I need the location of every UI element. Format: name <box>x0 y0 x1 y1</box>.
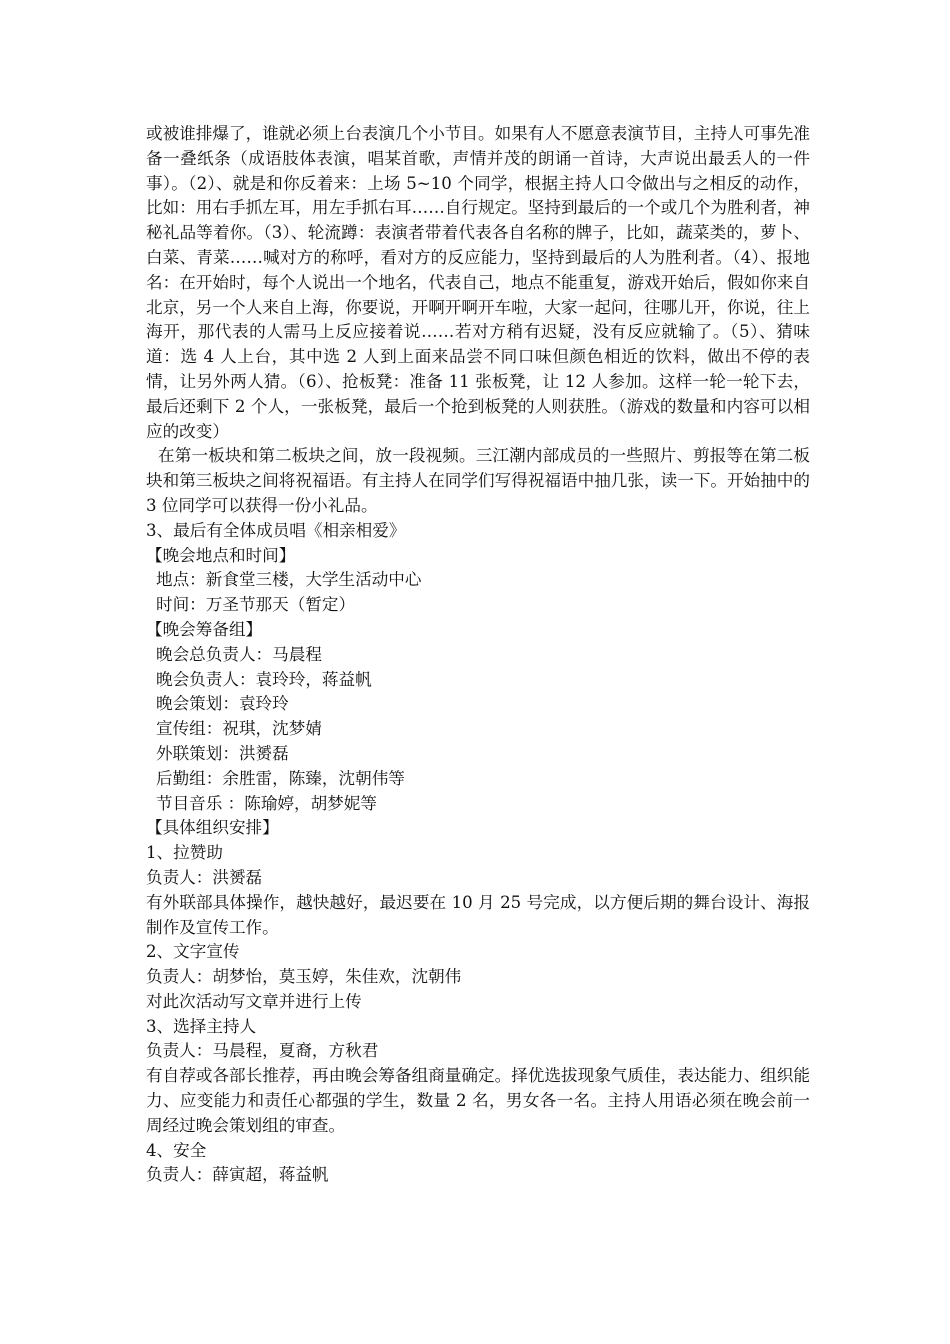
venue-heading: 【晚会地点和时间】 <box>146 545 296 565</box>
arrangement-heading: 【具体组织安排】 <box>146 818 279 838</box>
arrangement-item-desc: 有自荐或各部长推荐，再由晚会筹备组商量确定。择优选拔现象气质佳，表达能力、组织能力、应变能力和责任心都强的学生，数量 2 名，男女各一名。主持人用语必须在晚会前一周经过晚会策划组的审查。 <box>146 1066 810 1135</box>
video-paragraph: 在第一板块和第二板块之间，放一段视频。三江潮内部成员的一些照片、剪报等在第二板块和第三板块之间将祝福语。有主持人在同学们写得祝福语中抽几张，读一下。开始抽中的 3 位同学可以获得一份小礼品。 <box>146 446 810 515</box>
arrangement-item-owner: 负责人：马晨程，夏裔，方秋君 <box>146 1041 379 1061</box>
arrangement-item-desc: 对此次活动写文章并进行上传 <box>146 991 362 1011</box>
arrangement-item-title: 1、拉赞助 <box>146 843 223 863</box>
venue-place: 地点：新食堂三楼，大学生活动中心 <box>156 570 422 590</box>
arrangement-item-title: 2、文字宣传 <box>146 942 240 962</box>
arrangement-item-desc: 有外联部具体操作，越快越好，最迟要在 10 月 25 号完成，以方便后期的舞台设计、海报制作及宣传工作。 <box>146 892 810 937</box>
arrangement-item-owner: 负责人：洪赟磊 <box>146 867 263 887</box>
committee-heading: 【晚会筹备组】 <box>146 619 263 639</box>
committee-member: 后勤组：余胜雷，陈臻，沈朝伟等 <box>156 768 405 788</box>
arrangement-item-owner: 负责人：胡梦怡，莫玉婷，朱佳欢，沈朝伟 <box>146 967 462 987</box>
committee-member: 晚会负责人：袁玲玲，蒋益帆 <box>156 669 372 689</box>
committee-member: 晚会总负责人：马晨程 <box>156 644 322 664</box>
venue-time: 时间：万圣节那天（暂定） <box>156 595 356 615</box>
document-page <box>146 122 810 1188</box>
committee-member: 宣传组：祝琪，沈梦婧 <box>156 719 322 739</box>
committee-member: 晚会策划：袁玲玲 <box>156 694 289 714</box>
committee-member: 节目音乐 ：陈瑜婷，胡梦妮等 <box>156 793 377 813</box>
finale-line: 3、最后有全体成员唱《相亲相爱》 <box>146 520 406 540</box>
arrangement-item-owner: 负责人：薛寅超，蒋益帆 <box>146 1165 329 1185</box>
committee-member: 外联策划：洪赟磊 <box>156 743 289 763</box>
arrangement-item-title: 4、安全 <box>146 1140 207 1160</box>
arrangement-item-title: 3、选择主持人 <box>146 1016 257 1036</box>
games-paragraph: 或被谁排爆了，谁就必须上台表演几个小节目。如果有人不愿意表演节目，主持人可事先准备一叠纸条（成语肢体表演，唱某首歌，声情并茂的朗诵一首诗，大声说出最丢人的一件事）。（2）、就是和你反着来：上场 5~10 个同学，根据主持人口令做出与之相反的动作，比如：用右手抓左耳，用左手抓右耳……自行规定。坚持到最后的一个或几个为胜利者，神秘礼品等着你。（3）、轮流蹲：表演者带着代表各自名称的牌子，比如，蔬菜类的，萝卜、白菜、青菜……喊对方的称呼，看对方的反应能力，坚持到最后的人为胜利者。（4）、报地名：在开始时，每个人说出一个地名，代表自己，地点不能重复，游戏开始后，假如你来自北京，另一个人来自上海，你要说，开啊开啊开车啦，大家一起问，往哪儿开，你说，往上海开，那代表的人需马上反应接着说……若对方稍有迟疑，没有反应就输了。（5）、猜味道：选 4 人上台，其中选 2 人到上面来品尝不同口味但颜色相近的饮料，做出不停的表情，让另外两人猜。（6）、抢板凳：准备 11 张板凳，让 12 人参加。这样一轮一轮下去，最后还剩下 2 个人，一张板凳，最后一个抢到板凳的人则获胜。（游戏的数量和内容可以相应的改变） <box>146 124 810 441</box>
